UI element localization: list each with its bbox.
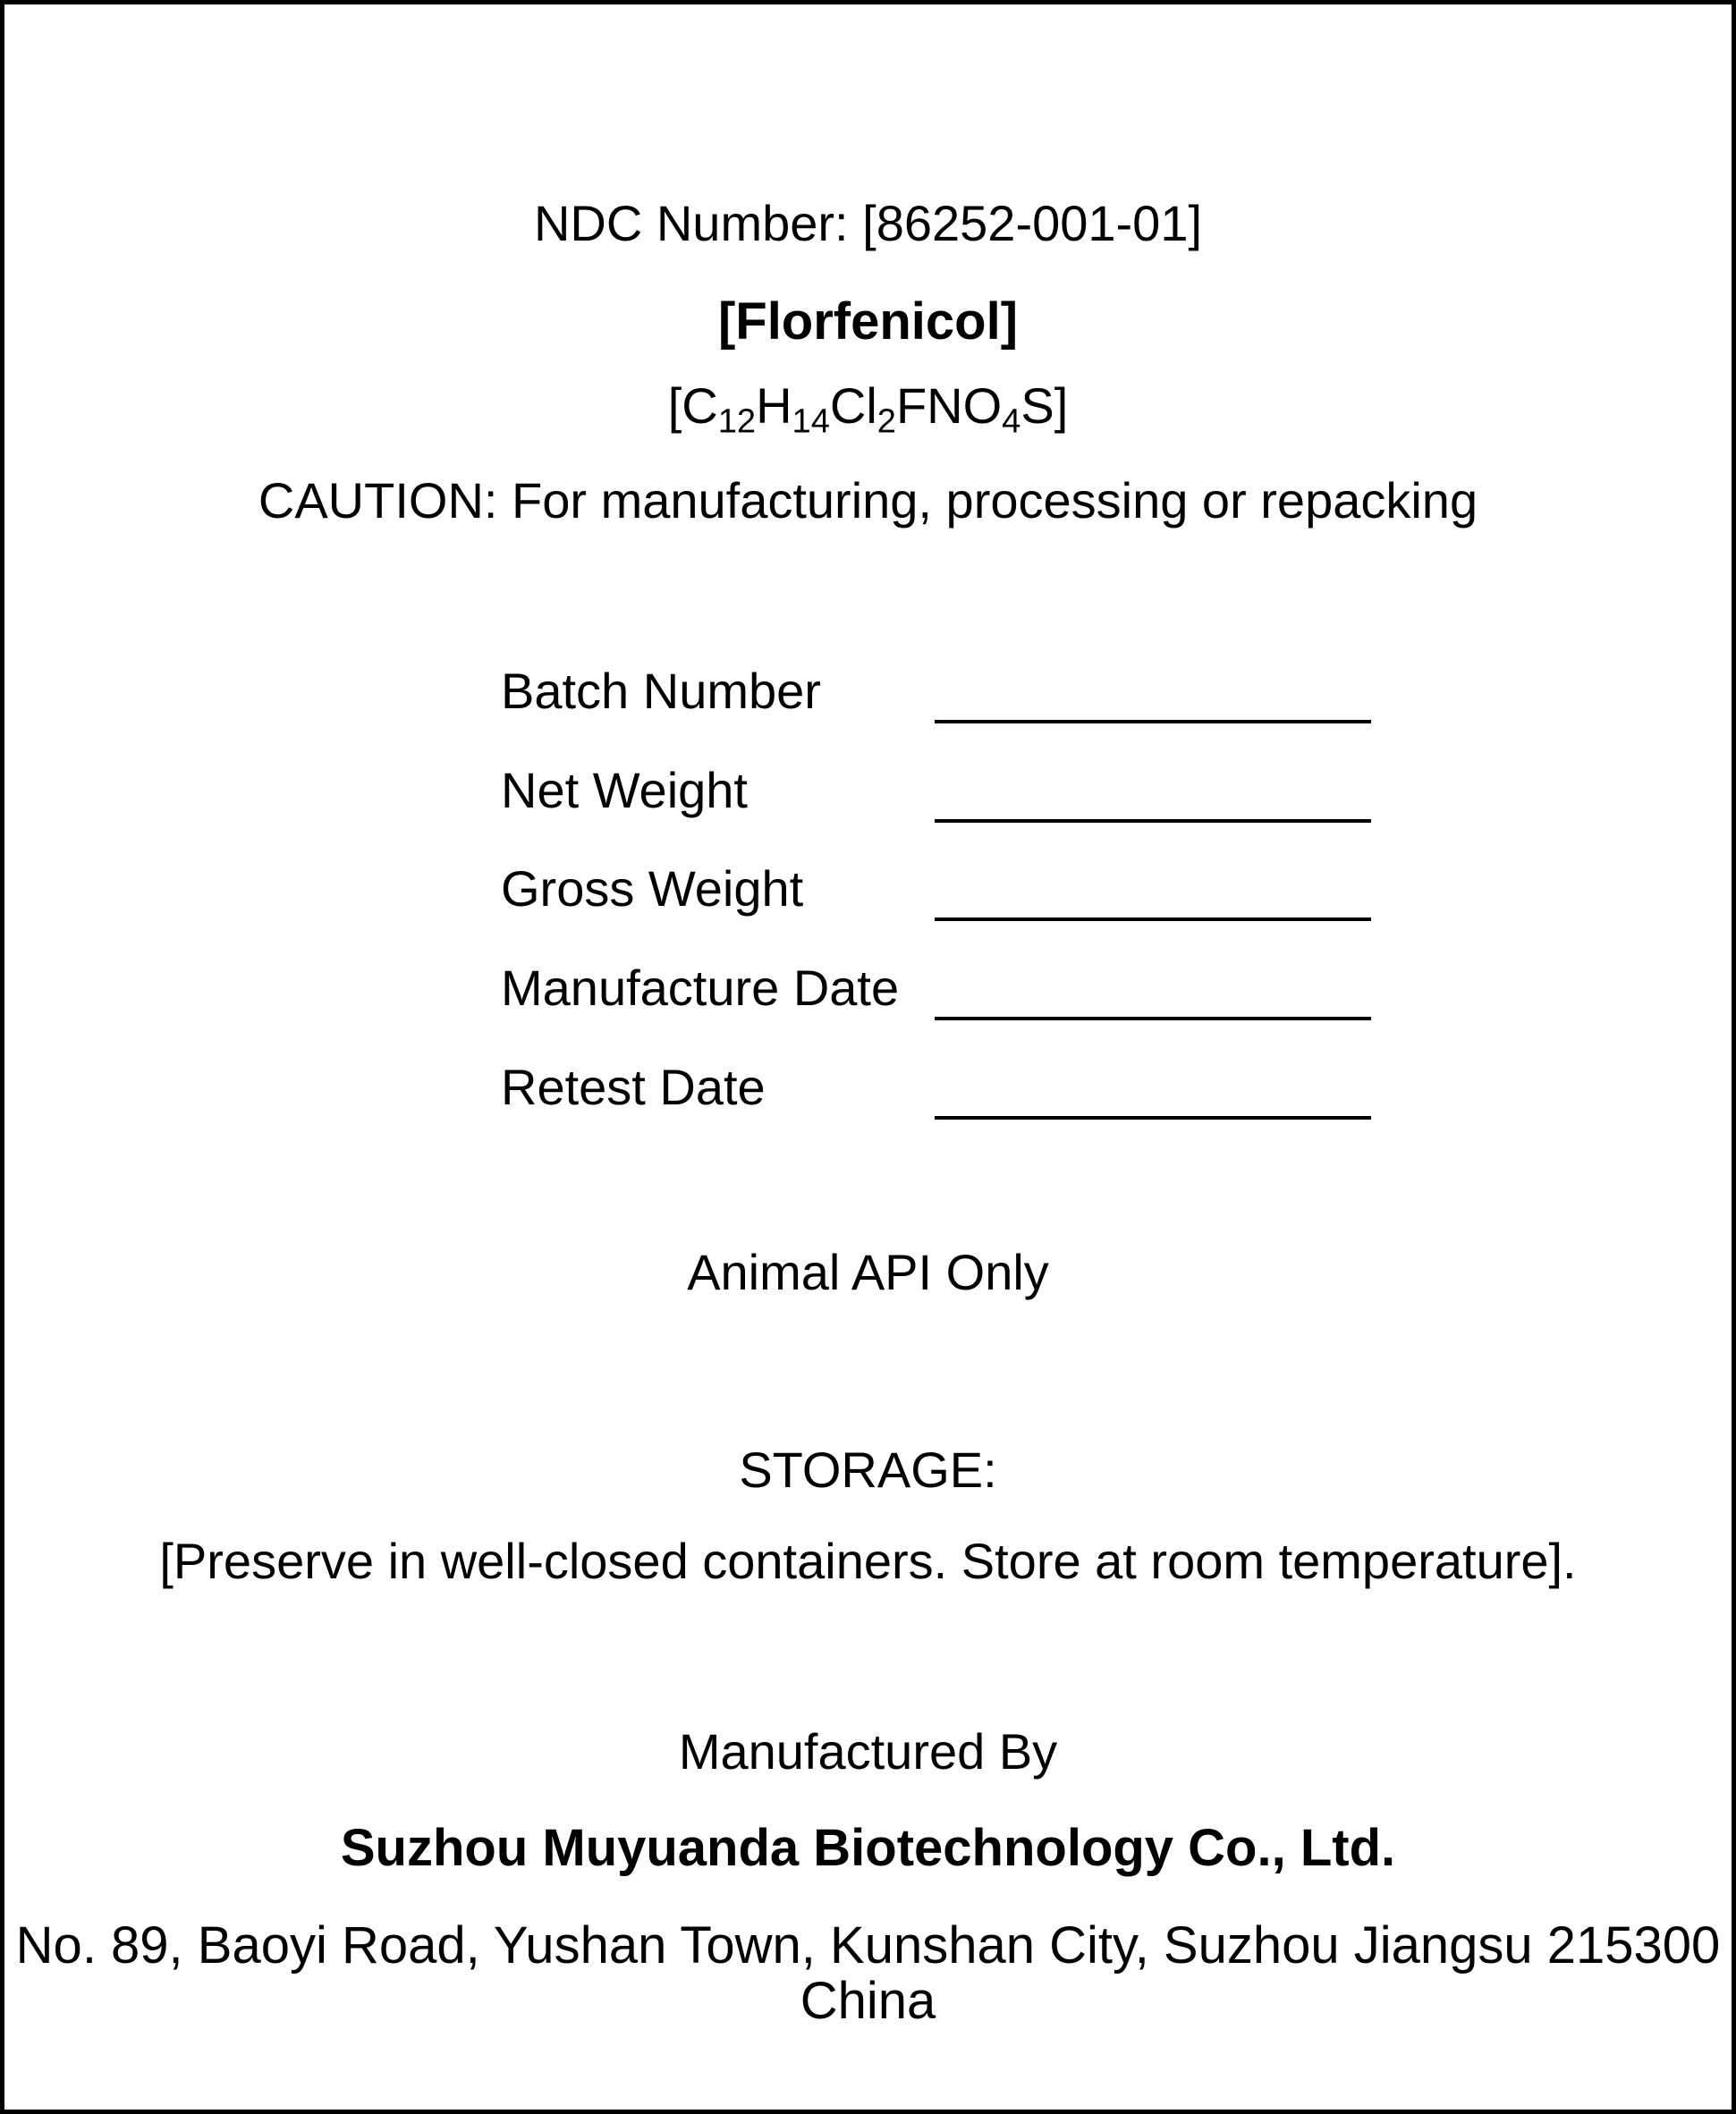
caution-text: CAUTION: For manufacturing, processing or repacking bbox=[258, 472, 1478, 528]
formula-part: FNO bbox=[895, 377, 1003, 434]
field-label-net-weight: Net Weight bbox=[501, 762, 748, 818]
field-underline-batch-number bbox=[935, 720, 1371, 723]
formula-subscript: 4 bbox=[1002, 402, 1021, 441]
field-label-batch-number: Batch Number bbox=[501, 663, 821, 719]
field-label-gross-weight: Gross Weight bbox=[501, 860, 804, 917]
field-underline-manufacture-date bbox=[935, 1017, 1371, 1020]
field-underline-net-weight bbox=[935, 819, 1371, 823]
formula-part: [C bbox=[667, 377, 718, 434]
product-name-text: [Florfenicol] bbox=[717, 292, 1019, 351]
animal-api-only-text: Animal API Only bbox=[687, 1244, 1049, 1300]
field-underline-gross-weight bbox=[935, 917, 1371, 921]
manufacturer-name-text: Suzhou Muyuanda Biotechnology Co., Ltd. bbox=[340, 1819, 1396, 1877]
formula-subscript: 14 bbox=[792, 402, 830, 441]
manufactured-by-label: Manufactured By bbox=[678, 1723, 1058, 1780]
formula-subscript: 2 bbox=[876, 402, 896, 441]
field-label-manufacture-date: Manufacture Date bbox=[501, 960, 900, 1016]
formula-part: H bbox=[756, 377, 792, 434]
molecular-formula-text bbox=[4, 377, 1732, 441]
manufacturer-country-text: China bbox=[800, 1972, 936, 2030]
manufacturer-address-text: No. 89, Baoyi Road, Yushan Town, Kunshan City, Suzhou Jiangsu 215300 bbox=[15, 1916, 1721, 1974]
formula-subscript: 12 bbox=[717, 402, 757, 441]
ndc-number-text: NDC Number: [86252-001-01] bbox=[533, 195, 1203, 251]
field-underline-retest-date bbox=[935, 1116, 1371, 1120]
field-label-retest-date: Retest Date bbox=[501, 1059, 766, 1115]
formula-part: S] bbox=[1020, 377, 1069, 434]
storage-instructions-text: [Preserve in well-closed containers. Store at room temperature]. bbox=[159, 1533, 1577, 1589]
storage-heading: STORAGE: bbox=[739, 1442, 997, 1498]
formula-part: Cl bbox=[829, 377, 877, 434]
